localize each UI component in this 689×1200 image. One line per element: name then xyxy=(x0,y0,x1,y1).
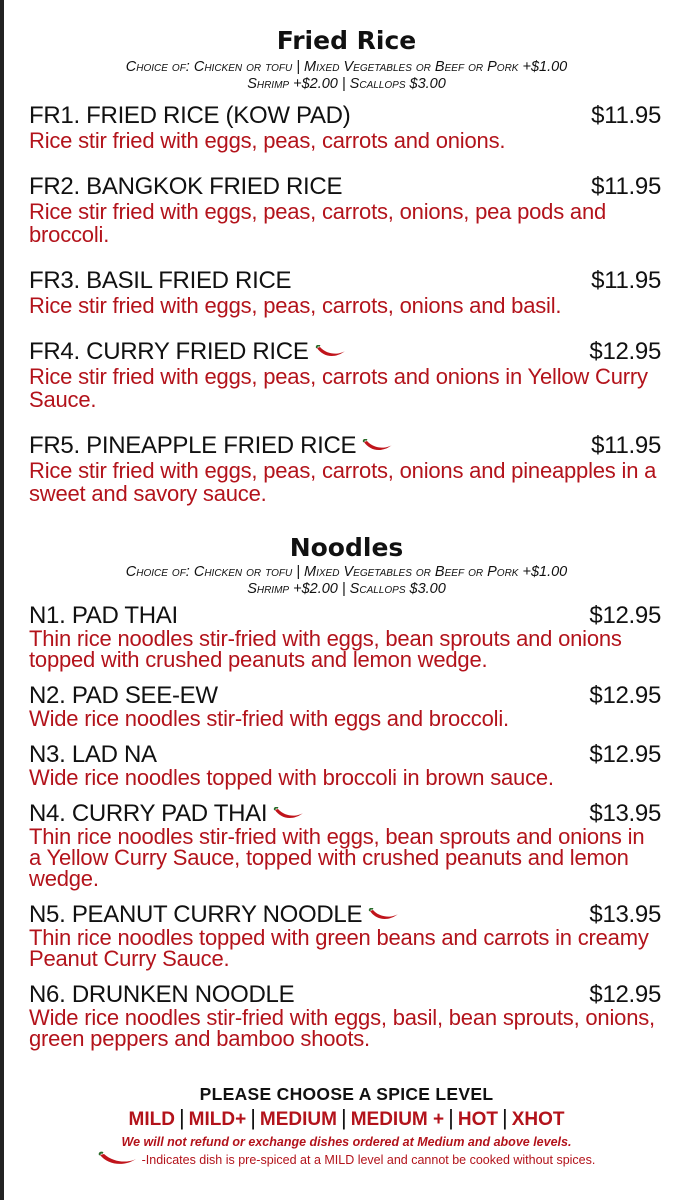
menu-item-price: $11.95 xyxy=(591,173,661,200)
menu-item-description: Thin rice noodles stir-fried with eggs, bean sprouts and onions topped with crushed peanuts and lemon wedge. xyxy=(29,626,622,672)
noodle-items xyxy=(4,604,689,1049)
level-separator: | xyxy=(250,1105,256,1130)
menu-item xyxy=(4,433,689,505)
spice-legend xyxy=(4,1151,689,1169)
spice-level-option: MEDIUM xyxy=(259,1109,337,1130)
menu-item-header xyxy=(29,433,661,459)
menu-item-name: N5. PEANUT CURRY NOODLE xyxy=(29,901,363,928)
menu-item-price: $12.95 xyxy=(589,981,661,1008)
menu-item-description: Rice stir fried with eggs, peas, carrots, onions and pineapples in a sweet and savory sauce. xyxy=(29,458,657,506)
chili-pepper-icon xyxy=(273,807,305,823)
fried-rice-items xyxy=(4,103,689,505)
menu-item-header xyxy=(29,684,661,708)
spice-level-options xyxy=(4,1105,689,1133)
refund-warning: We will not refund or exchange dishes ordered at Medium and above levels. xyxy=(121,1135,572,1149)
menu-item-description: Rice stir fried with eggs, peas, carrots, onions, pea pods and broccoli. xyxy=(29,199,607,247)
menu-item-description: Rice stir fried with eggs, peas, carrots and onions. xyxy=(29,128,506,153)
spice-level-heading: PLEASE CHOOSE A SPICE LEVEL xyxy=(199,1084,494,1104)
menu-item-name: FR3. BASIL FRIED RICE xyxy=(29,267,292,294)
level-separator: | xyxy=(448,1105,454,1130)
menu-item xyxy=(4,268,689,317)
menu-item-header xyxy=(29,339,661,365)
menu-item-description: Wide rice noodles stir-fried with eggs, basil, bean sprouts, onions, green peppers and bamboo shoots. xyxy=(29,1005,655,1051)
menu-item-price: $12.95 xyxy=(589,338,661,365)
level-separator: | xyxy=(340,1105,347,1130)
chili-pepper-icon xyxy=(362,439,394,455)
noodles-choice-line-2: Shrimp +$2.00 | Scallops $3.00 xyxy=(247,581,446,597)
menu-item-description: Thin rice noodles stir-fried with eggs, bean sprouts and onions in a Yellow Curry Sauce, topped with crushed peanuts and lemon wedge. xyxy=(29,824,645,891)
menu-item-name: N1. PAD THAI xyxy=(29,602,178,629)
menu-item xyxy=(4,684,689,729)
menu-item-name: FR5. PINEAPPLE FRIED RICE xyxy=(29,432,357,459)
menu-item-name: N6. DRUNKEN NOODLE xyxy=(29,981,295,1008)
menu-item-header xyxy=(29,268,661,294)
menu-item xyxy=(4,339,689,411)
noodles-section xyxy=(4,534,689,1049)
menu-item-header xyxy=(29,802,661,826)
spice-level-option: XHOT xyxy=(511,1109,565,1130)
spice-level-option: HOT xyxy=(457,1109,498,1130)
fried-rice-section xyxy=(4,27,689,505)
menu-item-description: Rice stir fried with eggs, peas, carrots and onions in Yellow Curry Sauce. xyxy=(29,364,648,412)
menu-item-description: Wide rice noodles stir-fried with eggs and broccoli. xyxy=(29,706,509,731)
chili-pepper-icon xyxy=(315,345,347,361)
menu-item xyxy=(4,802,689,889)
fried-rice-choice-line-2: Shrimp +$2.00 | Scallops $3.00 xyxy=(247,76,446,92)
spice-level-footer xyxy=(4,1083,689,1169)
menu-item-price: $12.95 xyxy=(589,602,661,629)
menu-item xyxy=(4,903,689,969)
level-separator: | xyxy=(501,1105,508,1130)
menu-item-header xyxy=(29,983,661,1007)
spice-level-option: MILD xyxy=(128,1109,175,1130)
menu-item-name: N3. LAD NA xyxy=(29,741,157,768)
menu-item-name: FR1. FRIED RICE (KOW PAD) xyxy=(29,102,351,129)
menu-item xyxy=(4,103,689,152)
menu-item-price: $12.95 xyxy=(589,682,661,709)
menu-item-price: $13.95 xyxy=(589,800,661,827)
menu-item-name: N2. PAD SEE-EW xyxy=(29,682,218,709)
menu-item-header xyxy=(29,174,661,200)
menu-item xyxy=(4,604,689,670)
spice-level-option: MILD+ xyxy=(188,1109,247,1130)
level-separator: | xyxy=(178,1105,185,1130)
spice-level-option: MEDIUM + xyxy=(350,1109,445,1130)
chili-pepper-icon xyxy=(98,1151,138,1169)
section-title-noodles: Noodles xyxy=(289,533,404,562)
menu-item-description: Wide rice noodles topped with broccoli in brown sauce. xyxy=(29,765,554,790)
menu-item-header xyxy=(29,743,661,767)
menu-item xyxy=(4,743,689,788)
menu-item-price: $12.95 xyxy=(589,741,661,768)
menu-item-header xyxy=(29,903,661,927)
menu-item-price: $11.95 xyxy=(591,432,661,459)
menu-item-header xyxy=(29,103,661,129)
menu-item-description: Rice stir fried with eggs, peas, carrots, onions and basil. xyxy=(29,293,562,318)
menu-item-price: $13.95 xyxy=(589,901,661,928)
menu-item-name: N4. CURRY PAD THAI xyxy=(29,800,268,827)
menu-item-name: FR2. BANGKOK FRIED RICE xyxy=(29,173,343,200)
menu-item-name: FR4. CURRY FRIED RICE xyxy=(29,338,309,365)
menu-item xyxy=(4,983,689,1049)
chili-pepper-icon xyxy=(368,908,400,924)
fried-rice-choice-line-1: Choice of: Chicken or tofu | Mixed Vegetables or Beef or Pork +$1.00 xyxy=(125,59,568,75)
menu-item-price: $11.95 xyxy=(591,267,661,294)
noodles-choice-line-1: Choice of: Chicken or tofu | Mixed Vegetables or Beef or Pork +$1.00 xyxy=(125,564,568,580)
menu-item xyxy=(4,174,689,246)
menu-item-price: $11.95 xyxy=(591,102,661,129)
section-title-fried-rice: Fried Rice xyxy=(276,26,417,55)
menu-item-description: Thin rice noodles topped with green beans and carrots in creamy Peanut Curry Sauce. xyxy=(29,925,649,971)
menu-item-header xyxy=(29,604,661,628)
spice-legend-text: -Indicates dish is pre-spiced at a MILD level and cannot be cooked without spices. xyxy=(141,1153,596,1167)
